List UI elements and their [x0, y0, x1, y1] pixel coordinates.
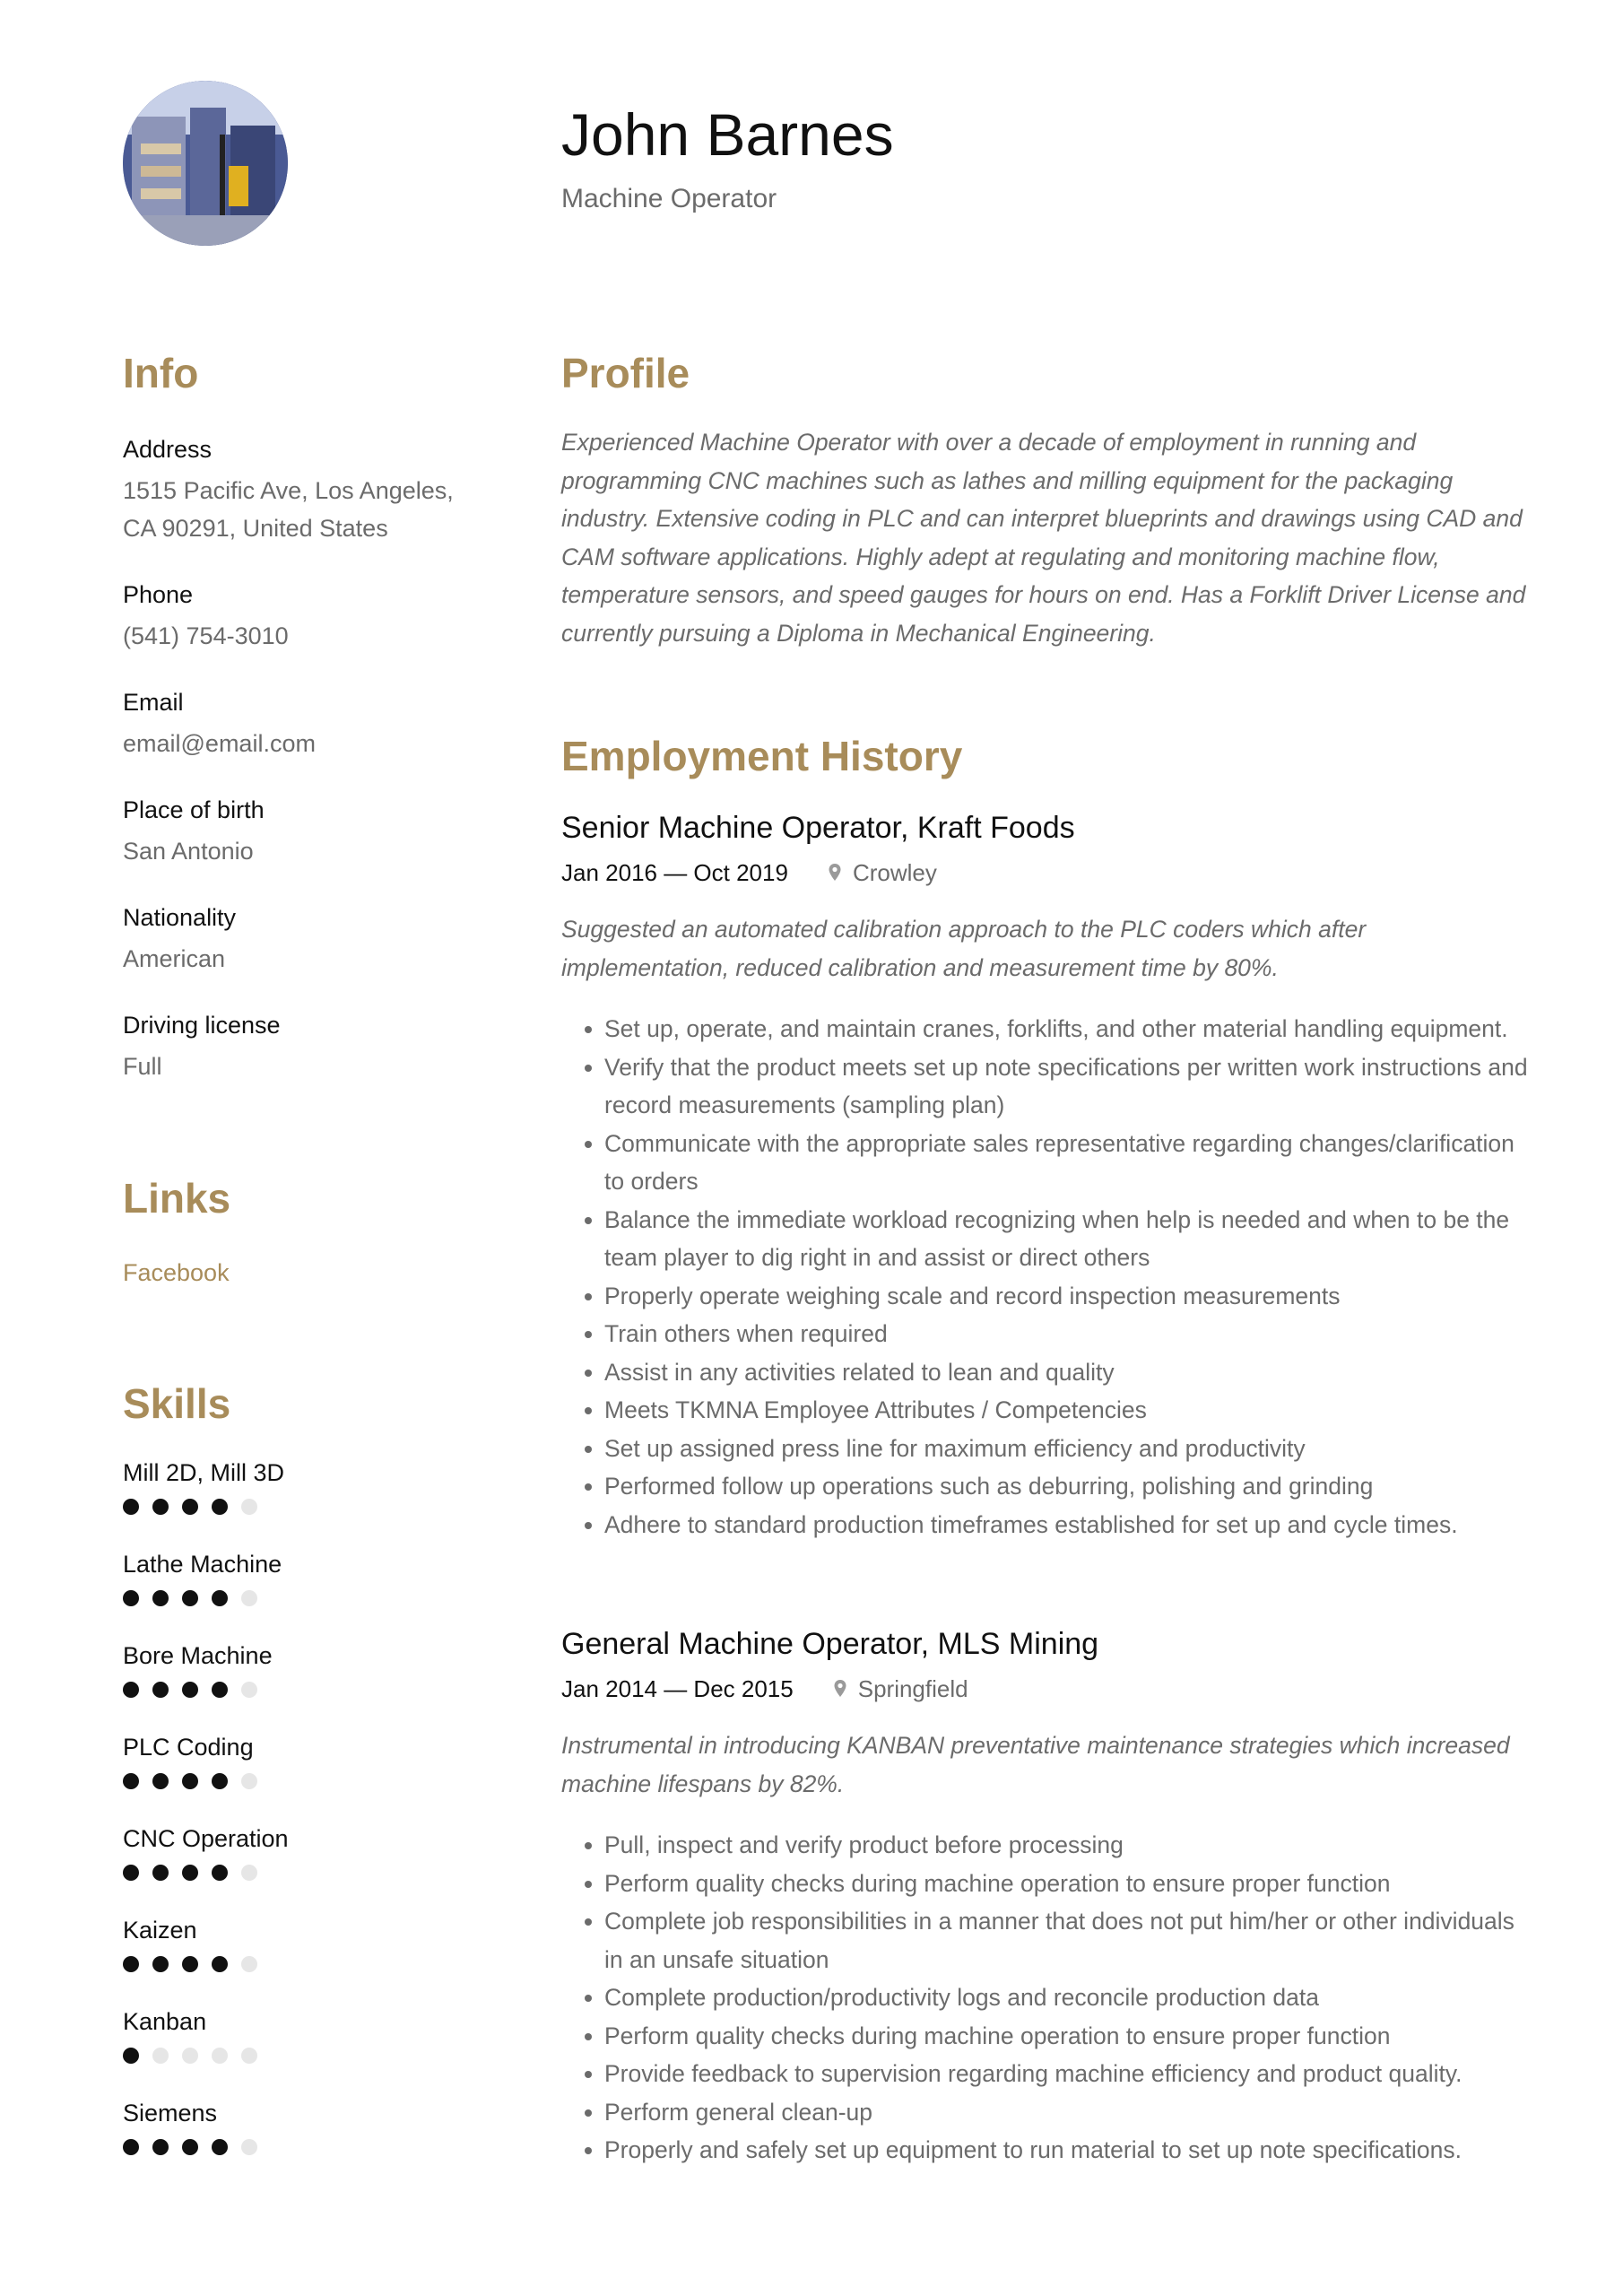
rating-dot-filled — [212, 1499, 228, 1515]
rating-dot-filled — [152, 1590, 169, 1606]
info-value: email@email.com — [123, 730, 316, 757]
main-content — [561, 348, 1539, 2170]
duty-item: Perform quality checks during machine operation to ensure proper function — [561, 2017, 1539, 2056]
rating-dot-empty — [241, 1590, 257, 1606]
rating-dot-filled — [123, 1499, 139, 1515]
skill-name: Lathe Machine — [123, 1551, 282, 1578]
employment-section — [561, 731, 1539, 2170]
job-summary: Instrumental in introducing KANBAN preventative maintenance strategies which increased machine lifespans by 82%. — [561, 1732, 1510, 1797]
rating-dot-empty — [241, 1499, 257, 1515]
rating-dot-filled — [182, 2139, 198, 2155]
info-value: Full — [123, 1053, 162, 1080]
job-bullets — [561, 1826, 1539, 2170]
rating-dot-filled — [182, 1956, 198, 1972]
info-value: 1515 Pacific Ave, Los Angeles, CA 90291, United States — [123, 477, 454, 542]
rating-dot-filled — [182, 1590, 198, 1606]
sidebar — [123, 348, 482, 2155]
rating-dot-filled — [152, 1773, 169, 1789]
duty-item: Properly operate weighing scale and record inspection measurements — [561, 1277, 1539, 1316]
skill-item — [123, 1639, 482, 1698]
skill-rating — [123, 1773, 482, 1789]
duty-item: Pull, inspect and verify product before processing — [561, 1826, 1539, 1865]
rating-dot-filled — [152, 1682, 169, 1698]
rating-dot-filled — [212, 1865, 228, 1881]
job-location-text: Springfield — [857, 1675, 968, 1702]
rating-dot-filled — [123, 1865, 139, 1881]
duty-item: Perform general clean-up — [561, 2093, 1539, 2132]
job-location — [833, 1673, 968, 1705]
info-label: Address — [123, 436, 213, 463]
rating-dot-filled — [212, 1773, 228, 1789]
info-value: American — [123, 945, 226, 972]
candidate-role: Machine Operator — [561, 184, 777, 213]
skill-rating — [123, 1865, 482, 1881]
info-list — [123, 432, 482, 1085]
duty-item: Perform quality checks during machine operation to ensure proper function — [561, 1865, 1539, 1903]
skill-item — [123, 1822, 482, 1881]
rating-dot-filled — [123, 1590, 139, 1606]
info-label: Driving license — [123, 1012, 281, 1039]
skill-name: Bore Machine — [123, 1642, 273, 1669]
skill-item — [123, 2096, 482, 2155]
info-phone — [123, 578, 482, 655]
rating-dot-filled — [123, 2048, 139, 2064]
duty-item: Properly and safely set up equipment to run material to set up note specifications. — [561, 2131, 1539, 2170]
info-label: Email — [123, 689, 184, 716]
rating-dot-filled — [182, 1865, 198, 1881]
skill-name: Mill 2D, Mill 3D — [123, 1459, 285, 1486]
rating-dot-filled — [152, 1865, 169, 1881]
location-pin-icon — [828, 863, 842, 883]
rating-dot-filled — [123, 1773, 139, 1789]
info-nationality — [123, 900, 482, 978]
job-bullets — [561, 1010, 1539, 1544]
skill-item — [123, 2005, 482, 2064]
skill-rating — [123, 1956, 482, 1972]
rating-dot-filled — [123, 1682, 139, 1698]
rating-dot-filled — [212, 2139, 228, 2155]
job-dates: Jan 2014 — Dec 2015 — [561, 1675, 794, 1702]
duty-item: Set up, operate, and maintain cranes, forklifts, and other material handling equipment. — [561, 1010, 1539, 1048]
duty-item: Communicate with the appropriate sales representative regarding changes/clarification to orders — [561, 1125, 1539, 1201]
duty-item: Performed follow up operations such as deburring, polishing and grinding — [561, 1467, 1539, 1506]
duty-item: Meets TKMNA Employee Attributes / Competencies — [561, 1391, 1539, 1430]
job-meta — [561, 1673, 1539, 1705]
skill-name: Kanban — [123, 2008, 207, 2035]
duty-item: Train others when required — [561, 1315, 1539, 1353]
rating-dot-empty — [241, 1865, 257, 1881]
rating-dot-filled — [182, 1682, 198, 1698]
skill-item — [123, 1456, 482, 1515]
employment-heading: Employment History — [561, 733, 963, 779]
duty-item: Provide feedback to supervision regarding machine efficiency and product quality. — [561, 2055, 1539, 2093]
rating-dot-empty — [241, 2048, 257, 2064]
links-heading: Links — [123, 1175, 231, 1222]
duty-item: Balance the immediate workload recognizing when help is needed and when to be the team player to dig right in and assist or direct others — [561, 1201, 1539, 1277]
skill-rating — [123, 1590, 482, 1606]
duty-item: Verify that the product meets set up note specifications per written work instructions and record measurements (sampling plan) — [561, 1048, 1539, 1125]
rating-dot-filled — [212, 1956, 228, 1972]
skills-heading: Skills — [123, 1380, 231, 1427]
warehouse-photo — [123, 81, 288, 246]
job-location-text: Crowley — [852, 859, 937, 886]
rating-dot-filled — [123, 1956, 139, 1972]
skills-section — [123, 1378, 482, 2155]
skill-list — [123, 1456, 482, 2155]
rating-dot-empty — [212, 2048, 228, 2064]
rating-dot-filled — [123, 2139, 139, 2155]
skill-name: Kaizen — [123, 1917, 197, 1944]
job-meta — [561, 857, 1539, 889]
info-place-of-birth — [123, 793, 482, 870]
info-label: Nationality — [123, 904, 237, 931]
rating-dot-empty — [182, 2048, 198, 2064]
skill-name: PLC Coding — [123, 1734, 254, 1761]
job-location — [828, 857, 937, 889]
rating-dot-filled — [152, 2139, 169, 2155]
skill-rating — [123, 2139, 482, 2155]
skill-item — [123, 1730, 482, 1789]
duty-item: Adhere to standard production timeframes established for set up and cycle times. — [561, 1506, 1539, 1544]
job-dates: Jan 2016 — Oct 2019 — [561, 859, 788, 886]
info-label: Place of birth — [123, 796, 265, 823]
rating-dot-filled — [152, 1956, 169, 1972]
info-driving-license — [123, 1008, 482, 1085]
info-label: Phone — [123, 581, 194, 608]
skill-name: Siemens — [123, 2100, 218, 2126]
location-pin-icon — [833, 1679, 847, 1699]
skill-item — [123, 1913, 482, 1972]
job-entry — [561, 1624, 1539, 2170]
avatar — [123, 81, 288, 246]
info-heading: Info — [123, 350, 199, 396]
skill-rating — [123, 1682, 482, 1698]
profile-heading: Profile — [561, 350, 690, 396]
job-title: Senior Machine Operator, Kraft Foods — [561, 811, 1075, 845]
profile-text: Experienced Machine Operator with over a decade of employment in running and programming CNC machines such as lathes and milling equipment for the packaging industry. Extensive coding in PLC and can interpret blueprints and drawings using CAD and CAM software applications. Highly adept at regulating and monitoring machine flow, temperature sensors, and speed gauges for hours on end. Has a Forklift Driver License and currently pursuing a Diploma in Mechanical Engineering. — [561, 429, 1526, 647]
candidate-name: John Barnes — [561, 101, 894, 168]
skill-rating — [123, 2048, 482, 2064]
rating-dot-empty — [241, 2139, 257, 2155]
rating-dot-empty — [241, 1682, 257, 1698]
skill-item — [123, 1547, 482, 1606]
job-summary: Suggested an automated calibration approach to the PLC coders which after implementation, reduced calibration and measurement time by 80%. — [561, 916, 1367, 981]
rating-dot-filled — [152, 1499, 169, 1515]
rating-dot-filled — [212, 1682, 228, 1698]
rating-dot-empty — [241, 1773, 257, 1789]
info-value: (541) 754-3010 — [123, 622, 289, 649]
duty-item: Set up assigned press line for maximum efficiency and productivity — [561, 1430, 1539, 1468]
job-title: General Machine Operator, MLS Mining — [561, 1627, 1099, 1661]
rating-dot-empty — [152, 2048, 169, 2064]
rating-dot-filled — [182, 1499, 198, 1515]
info-value: San Antonio — [123, 838, 254, 865]
info-address — [123, 432, 482, 547]
rating-dot-filled — [212, 1590, 228, 1606]
rating-dot-empty — [241, 1956, 257, 1972]
info-email — [123, 685, 482, 762]
skill-rating — [123, 1499, 482, 1515]
duty-item: Complete production/productivity logs and reconcile production data — [561, 1979, 1539, 2017]
duty-item: Complete job responsibilities in a manner that does not put him/her or other individuals in an unsafe situation — [561, 1902, 1539, 1979]
facebook-link[interactable]: Facebook — [123, 1259, 230, 1286]
skill-name: CNC Operation — [123, 1825, 289, 1852]
duty-item: Assist in any activities related to lean and quality — [561, 1353, 1539, 1392]
rating-dot-filled — [182, 1773, 198, 1789]
job-entry — [561, 808, 1539, 1544]
links-section — [123, 1173, 482, 1287]
